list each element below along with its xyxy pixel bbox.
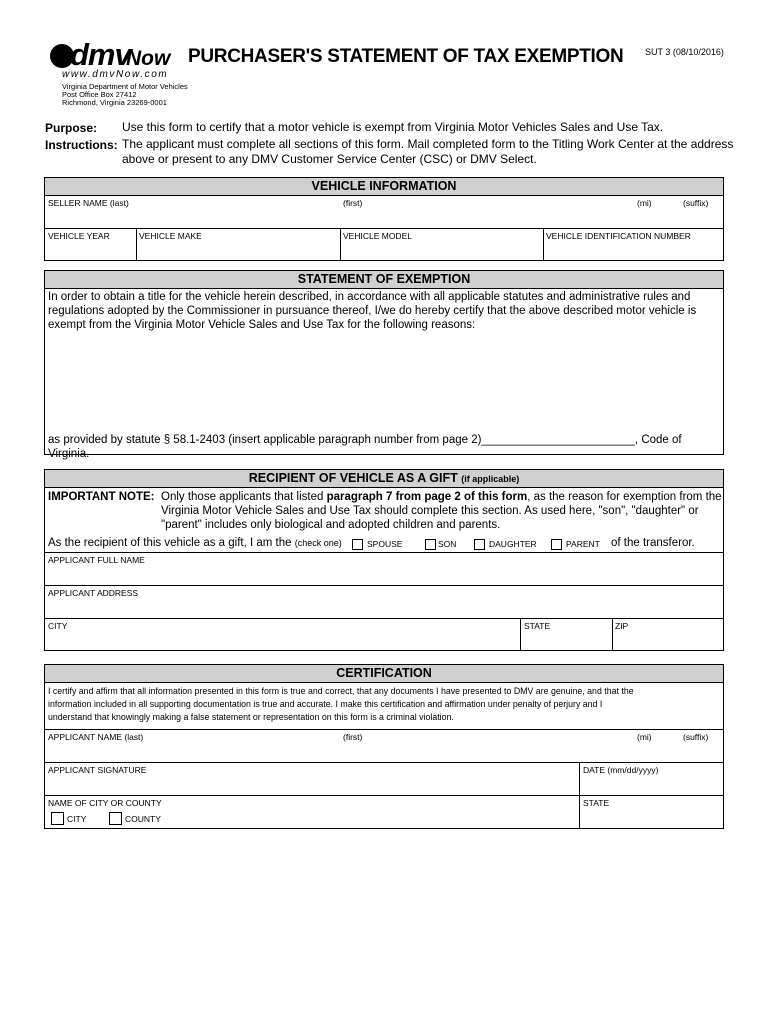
vehicle-year-label: VEHICLE YEAR [48,231,110,241]
gift-heading-text: RECIPIENT OF VEHICLE AS A GIFT [248,471,458,485]
statement-of-exemption-section [44,270,724,460]
exemption-text-line-3: exempt from the Virginia Motor Vehicle Sales and Use Tax for the following reasons: [48,319,476,331]
son-label: SON [438,539,457,549]
vehicle-model-label: VEHICLE MODEL [343,231,412,241]
vin-field[interactable] [544,229,723,261]
certification-text-line-1: I certify and affirm that all information presented in this form is true and correct, that any documents I have presented to DMV are genuine, and that the [48,686,634,696]
vehicle-information-heading: VEHICLE INFORMATION [45,178,723,196]
county-checkbox[interactable] [109,812,122,825]
gift-heading-suffix: (if applicable) [461,474,520,484]
applicant-mi-label: (mi) [637,732,652,742]
certification-text-line-3: understand that knowingly making a false statement or representation on this form is a criminal violation. [48,712,454,722]
applicant-signature-label: APPLICANT SIGNATURE [48,765,147,775]
address-line-3: Richmond, Virginia 23269-0001 [62,98,167,107]
gift-state-label: STATE [524,621,551,631]
applicant-name-field[interactable] [45,730,723,762]
transferor-text: of the transferor. [611,537,695,549]
instructions-line-2: above or present to any DMV Customer Service Center (CSC) or DMV Select. [122,152,537,166]
form-title: PURCHASER'S STATEMENT OF TAX EXEMPTION [188,46,624,67]
applicant-full-name-label: APPLICANT FULL NAME [48,555,145,565]
gift-zip-field[interactable] [613,619,723,651]
vin-label: VEHICLE IDENTIFICATION NUMBER [546,231,691,241]
seller-suffix-label: (suffix) [683,198,709,208]
applicant-full-name-field[interactable] [45,553,723,585]
statute-paragraph-line[interactable]: as provided by statute § 58.1-2403 (insert applicable paragraph number from page 2)________________________, Code of Virginia. [48,434,682,460]
city-checkbox[interactable] [51,812,64,825]
seller-name-field[interactable] [45,196,723,228]
city-option-label: CITY [67,814,87,824]
dmv-logo: dmv [70,37,131,72]
address-line-2: Post Office Box 27412 [62,90,137,99]
county-option-label: COUNTY [125,814,161,824]
applicant-suffix-label: (suffix) [683,732,709,742]
certification-heading: CERTIFICATION [45,665,723,683]
seller-last-label: SELLER NAME (last) [48,198,129,208]
vehicle-year-field[interactable] [45,229,136,261]
vehicle-information-section [44,177,724,261]
cert-state-field[interactable] [580,796,723,829]
vehicle-make-label: VEHICLE MAKE [139,231,202,241]
daughter-checkbox[interactable] [474,539,485,550]
purpose-label: Purpose: [45,121,98,135]
recipient-statement: As the recipient of this vehicle as a gift, I am the (check one) [48,537,342,549]
purpose-text: Use this form to certify that a motor vehicle is exempt from Virginia Motor Vehicles Sales and Use Tax. [122,120,664,134]
applicant-last-label: APPLICANT NAME (last) [48,732,144,742]
certification-section [44,664,724,829]
applicant-first-label: (first) [343,732,363,742]
applicant-signature-field[interactable] [45,763,579,795]
important-note-label: IMPORTANT NOTE: [48,491,155,503]
spouse-checkbox[interactable] [352,539,363,550]
gift-city-field[interactable] [45,619,520,651]
seller-mi-label: (mi) [637,198,652,208]
dmv-website: www.dmvNow.com [62,69,169,80]
vehicle-model-field[interactable] [341,229,543,261]
gift-recipient-section [44,469,724,651]
city-county-name-label: NAME OF CITY OR COUNTY [48,798,162,808]
applicant-address-label: APPLICANT ADDRESS [48,588,139,598]
statement-of-exemption-heading: STATEMENT OF EXEMPTION [45,271,723,289]
certification-text-line-2: information included in all supporting documentation is true and accurate. I make this certification and affirmation under penalty of perjury and I [48,699,603,709]
gift-recipient-heading [45,470,723,488]
applicant-address-field[interactable] [45,586,723,618]
instructions-line-1: The applicant must complete all sections of this form. Mail completed form to the Titling Work Center at the address [122,137,734,151]
instructions-label: Instructions: [45,138,118,152]
form-number: SUT 3 (08/10/2016) [645,47,724,57]
address-line-1: Virginia Department of Motor Vehicles [62,82,188,91]
parent-label: PARENT [566,539,600,549]
gift-state-field[interactable] [521,619,612,651]
dmv-logo-now: Now [126,47,171,70]
son-checkbox[interactable] [425,539,436,550]
vehicle-make-field[interactable] [137,229,340,261]
parent-checkbox[interactable] [551,539,562,550]
seller-first-label: (first) [343,198,363,208]
important-note-line-3: "parent" includes only biological and adopted children and parents. [161,519,501,531]
spouse-label: SPOUSE [367,539,403,549]
exemption-reasons-field[interactable] [47,335,721,431]
important-note-line-1: Only those applicants that listed paragraph 7 from page 2 of this form, as the reason for exemption from the [161,491,722,503]
exemption-text-line-1: In order to obtain a title for the vehicle herein described, in accordance with all applicable statutes and administrative rules and [48,291,691,303]
exemption-text-line-2: regulations adopted by the Commissioner in pursuance thereof, I/we do hereby certify that the above described motor vehicle is [48,305,697,317]
date-field[interactable] [580,763,723,795]
daughter-label: DAUGHTER [489,539,537,549]
important-note-line-2: Virginia Motor Vehicle Sales and Use Tax should complete this section. As used here, "son", "daughter" or [161,505,699,517]
cert-state-label: STATE [583,798,610,808]
date-label: DATE (mm/dd/yyyy) [583,765,659,775]
gift-city-label: CITY [48,621,68,631]
gift-zip-label: ZIP [615,621,629,631]
